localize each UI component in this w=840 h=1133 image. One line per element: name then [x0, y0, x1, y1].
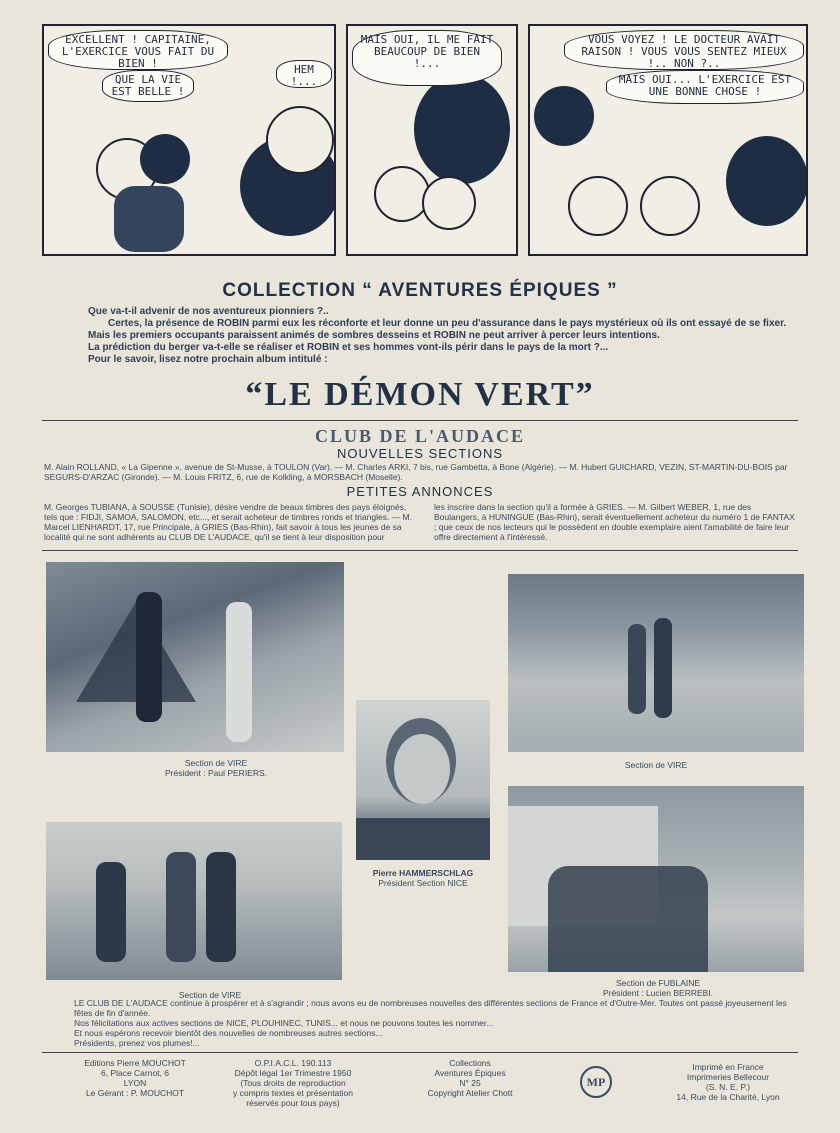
character-small-hair [140, 134, 190, 184]
footer-collections [400, 1058, 540, 1098]
photo-caption [346, 868, 500, 888]
character-woman [534, 86, 594, 146]
photo-section-vire-tent [46, 562, 344, 752]
intro-line: La prédiction du berger va-t-elle se réaliser et ROBIN et ses hommes vont-ils périr dans le pays de la mort ?... [88, 342, 609, 353]
character-small-body [114, 186, 184, 252]
caption-line: Section de VIRE [184, 758, 248, 768]
caption-line: Pierre HAMMERSCHLAG [372, 868, 474, 878]
speech-bubble: VOUS VOYEZ ! LE DOCTEUR AVAIT RAISON ! VOUS VOUS SENTEZ MIEUX !.. NON ?.. [564, 30, 804, 70]
photo-section-vire-field [508, 574, 804, 752]
nouvelles-sections-text: M. Alain ROLLAND, « La Gipenne », avenue de St-Musse, à TOULON (Var). — M. Charles ARKI, 7 bis, rue Gambetta, à Bone (Algérie). — M. Hubert GUICHARD, VEZIN, ST-MARTIN-DU-BOIS par SEGURS-D'ARZAC (Gironde). — M. Louis FRITZ, 6, rue de Kolkling, à MORSBACH (Moselle). [44, 462, 788, 482]
footer-line: Imprimé en France [692, 1062, 764, 1072]
speech-bubble: MAIS OUI, IL ME FAIT BEAUCOUP DE BIEN !... [352, 30, 502, 86]
character-man-hat [726, 136, 808, 226]
footer-line: Imprimeries Bellecour [686, 1072, 770, 1082]
footer-line: Aventures Épiques [434, 1068, 506, 1078]
character-large-face [266, 106, 334, 174]
comic-panel-1 [42, 24, 336, 256]
photo-section-fublaine [508, 786, 804, 972]
speech-bubble: MAIS OUI... L'EXERCICE EST UNE BONNE CHOSE ! [606, 70, 804, 104]
annonces-right-column: les inscrire dans la section qu'il a formée à GRIES. — M. Gilbert WEBER, 1, rue des Boulangers, à HUNINGUE (Bas-Rhin), serait éventuellement acheteur du numéro 1 de FANTAX ; que ceux de nos lecteurs qui le possèdent en double exemplaire aient l'amabilité de faire leur offre directement à l'intéressé. [434, 502, 795, 542]
logo-text: MP [586, 1074, 606, 1089]
character-child-1 [374, 166, 430, 222]
footer-line: Collections [449, 1058, 491, 1068]
closing-text [74, 998, 804, 1048]
footer-line: (S. N. E. P.) [705, 1082, 751, 1092]
footer-line: Editions Pierre MOUCHOT [84, 1058, 186, 1068]
caption-line: Président : Lucien BERREBI. [602, 988, 714, 998]
photo-caption [146, 758, 286, 778]
album-title: “LE DÉMON VERT” [245, 376, 595, 413]
footer-line: Copyright Atelier Chott [427, 1088, 513, 1098]
closing-line: Présidents, prenez vos plumes!... [74, 1038, 200, 1048]
divider [42, 420, 798, 421]
publisher-logo [580, 1066, 612, 1098]
footer-line: Le Gérant : P. MOUCHOT [85, 1088, 185, 1098]
character-child-1 [568, 176, 628, 236]
photo-caption: Section de VIRE [178, 990, 242, 1000]
footer-line: 6, Place Carnot, 6 [100, 1068, 170, 1078]
caption-line: Président : Paul PERIERS. [164, 768, 268, 778]
caption-line: Section de FUBLAINE [615, 978, 701, 988]
footer-line: N° 25 [459, 1078, 481, 1088]
club-title: CLUB DE L'AUDACE [314, 426, 526, 446]
character-child-2 [640, 176, 700, 236]
comic-panel-2 [346, 24, 518, 256]
character-large-head [414, 74, 510, 184]
intro-line: Mais les premiers occupants paraissent animés de sombres desseins et ROBIN ne peut arriver à percer leurs intentions. [88, 330, 660, 341]
intro-line: Que va-t-il advenir de nos aventureux pionniers ?.. [88, 306, 329, 317]
intro-line: Pour le savoir, lisez notre prochain album intitulé : [88, 354, 328, 365]
speech-bubble: EXCELLENT ! CAPITAINE, L'EXERCICE VOUS FAIT DU BIEN ! [48, 30, 228, 70]
footer-line: 14, Rue de la Charité, Lyon [676, 1092, 780, 1102]
divider [42, 1052, 798, 1053]
nouvelles-sections-title: NOUVELLES SECTIONS [336, 446, 504, 461]
footer-imprime [648, 1062, 808, 1102]
closing-line: Et nous espérons recevoir bientôt des nouvelles de nombreuses autres sections... [74, 1028, 383, 1038]
annonces-left-column: M. Georges TUBIANA, à SOUSSE (Tunisie), désire vendre de beaux timbres des pays éloignés, tels que : FIDJI, SAMOA, SALOMON, etc..., et serait acheteur de timbres ronds et triangles. — M. Marcel LIENHARDT, 17, rue Principale, à GRIES (Bas-Rhin), fait savoir à tous les jeunes de sa localité qui ne sont adhérents au CLUB DE L'AUDACE, qu'il se tient à leur disposition pour [44, 502, 412, 542]
photo-caption: Section de VIRE [624, 760, 688, 770]
collection-intro [88, 306, 788, 366]
photo-section-vire-bicycles [46, 822, 342, 980]
footer-line: Dépôt légal 1er Trimestre 1950 [234, 1068, 352, 1078]
character-child-2 [422, 176, 476, 230]
closing-line: LE CLUB DE L'AUDACE continue à prospérer et à s'agrandir ; nous avons eu de nombreuses nouvelles des différentes sections de France et d'Outre-Mer. Toutes ont passé joyeusement les fêtes de fin d'année. [74, 998, 787, 1018]
collection-title: COLLECTION “ AVENTURES ÉPIQUES ” [222, 280, 618, 301]
footer-line: (Tous droits de reproduction [240, 1078, 346, 1088]
speech-bubble: HEM !... [276, 60, 332, 88]
speech-bubble: QUE LA VIE EST BELLE ! [102, 70, 194, 102]
footer-editions [70, 1058, 200, 1098]
comic-panel-3 [528, 24, 808, 256]
footer-line: O.P.I.A.C.L. 190.113 [254, 1058, 332, 1068]
divider [42, 550, 798, 551]
footer-line: y compris textes et présentation [232, 1088, 353, 1098]
petites-annonces-title: PETITES ANNONCES [346, 484, 494, 499]
photo-caption [568, 978, 748, 998]
photo-portrait-hammerschlag [356, 700, 490, 860]
footer-opiacl [218, 1058, 368, 1108]
closing-line: Nos félicitations aux actives sections de NICE, PLOUHINEC, TUNIS... et nous ne pouvons toutes les nommer... [74, 1018, 494, 1028]
caption-line: Président Section NICE [378, 878, 468, 888]
footer-line: LYON [123, 1078, 147, 1088]
intro-line: Certes, la présence de ROBIN parmi eux les réconforte et leur donne un peu d'assurance dans le pays mystérieux où ils ont essayé de se fixer. [108, 318, 787, 329]
footer-line: réservés pour tous pays) [246, 1098, 340, 1108]
